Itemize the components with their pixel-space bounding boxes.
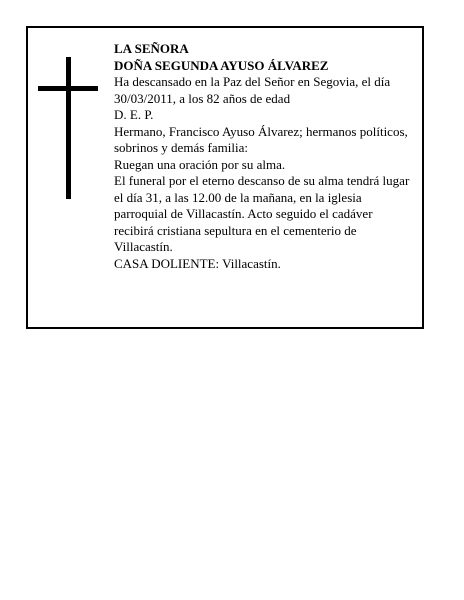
notice-paragraph-family: Hermano, Francisco Ayuso Álvarez; hermanos políticos, sobrinos y demás familia: — [114, 123, 408, 155]
notice-paragraph-house: CASA DOLIENTE: Villacastín. — [114, 255, 281, 271]
notice-paragraph-prayer: Ruegan una oración por su alma. — [114, 156, 286, 172]
notice-paragraph-funeral: El funeral por el eterno descanso de su alma tendrá lugar el día 31, a las 12.00 de la mañana, en la iglesia parroquial de Villacastín. Acto seguido el cadáver recibirá cristiana sepultura en el cementerio de Villacastín. — [114, 173, 410, 254]
notice-paragraph-rip: D. E. P. — [114, 107, 154, 122]
cross-horizontal-bar — [38, 86, 98, 91]
obituary-notice — [26, 26, 424, 329]
notice-text — [114, 41, 414, 272]
notice-paragraph-death: Ha descansado en la Paz del Señor en Segovia, el día 30/03/2011, a los 82 años de edad — [114, 74, 391, 106]
cross-icon — [38, 57, 98, 199]
notice-title-line1: LA SEÑORA — [114, 41, 189, 56]
cross-vertical-bar — [66, 57, 71, 199]
notice-title-line2: DOÑA SEGUNDA AYUSO ÁLVAREZ — [114, 57, 329, 73]
